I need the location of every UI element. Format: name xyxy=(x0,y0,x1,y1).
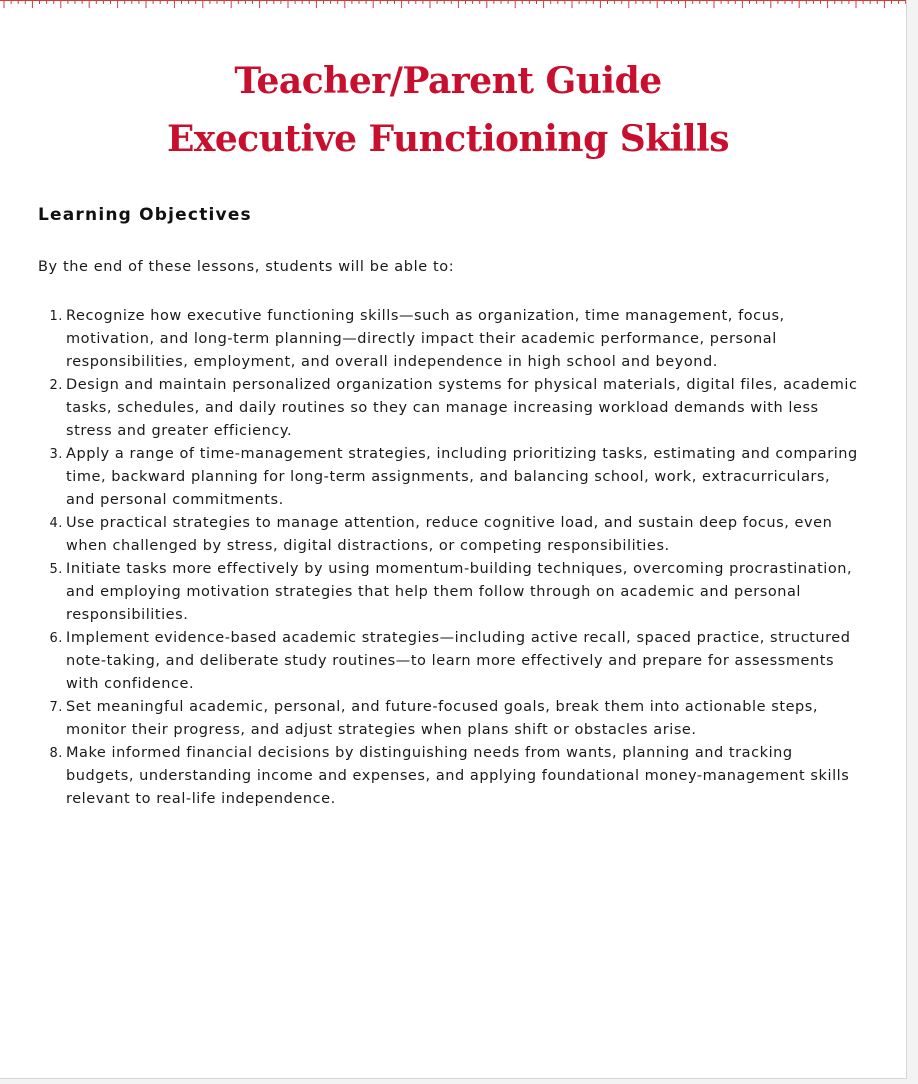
list-item xyxy=(38,443,858,512)
item-text: Apply a range of time-management strategies, including prioritizing tasks, estimating and comparing time, backward planning for long-term assignments, and balancing school, work, extracurriculars, and personal commitments. xyxy=(66,446,858,508)
item-number: 5. xyxy=(49,562,63,577)
item-text: Use practical strategies to manage attention, reduce cognitive load, and sustain deep focus, even when challenged by stress, digital distractions, or competing responsibilities. xyxy=(66,515,833,554)
item-text: Recognize how executive functioning skills—such as organization, time management, focus, motivation, and long-term planning—directly impact their academic performance, personal responsibilities, employment, and overall independence in high school and beyond. xyxy=(66,308,785,370)
intro-text: By the end of these lessons, students will be able to: xyxy=(38,259,455,275)
list-item xyxy=(38,558,858,627)
item-number: 4. xyxy=(49,516,63,531)
item-number: 1. xyxy=(49,309,63,324)
list-item xyxy=(38,742,858,811)
item-number: 6. xyxy=(49,631,63,646)
section-heading: Learning Objectives xyxy=(38,205,252,225)
title-line-2: Executive Functioning Skills xyxy=(166,118,730,160)
item-text: Implement evidence-based academic strategies—including active recall, spaced practice, structured note-taking, and deliberate study routines—to learn more effectively and prepare for assessments with confidence. xyxy=(66,630,851,692)
item-text: Design and maintain personalized organization systems for physical materials, digital files, academic tasks, schedules, and daily routines so they can manage increasing workload demands with less stress and greater efficiency. xyxy=(66,377,858,439)
item-text: Set meaningful academic, personal, and future-focused goals, break them into actionable steps, monitor their progress, and adjust strategies when plans shift or obstacles arise. xyxy=(66,699,819,738)
list-item xyxy=(38,696,858,742)
list-item xyxy=(38,305,858,374)
top-ruler xyxy=(0,0,906,10)
item-number: 8. xyxy=(49,746,63,761)
item-text: Make informed financial decisions by distinguishing needs from wants, planning and tracking budgets, understanding income and expenses, and applying foundational money-management skills relevant to real-life independence. xyxy=(66,745,850,807)
item-number: 7. xyxy=(49,700,63,715)
list-item xyxy=(38,512,858,558)
list-item xyxy=(38,627,858,696)
item-number: 2. xyxy=(49,378,63,393)
title-line-1: Teacher/Parent Guide xyxy=(234,60,662,102)
list-item xyxy=(38,374,858,443)
item-number: 3. xyxy=(49,447,63,462)
item-text: Initiate tasks more effectively by using momentum-building techniques, overcoming procrastination, and employing motivation strategies that help them follow through on academic and personal responsibilities. xyxy=(66,561,853,623)
page-title xyxy=(0,52,896,168)
objectives-list xyxy=(38,305,858,811)
